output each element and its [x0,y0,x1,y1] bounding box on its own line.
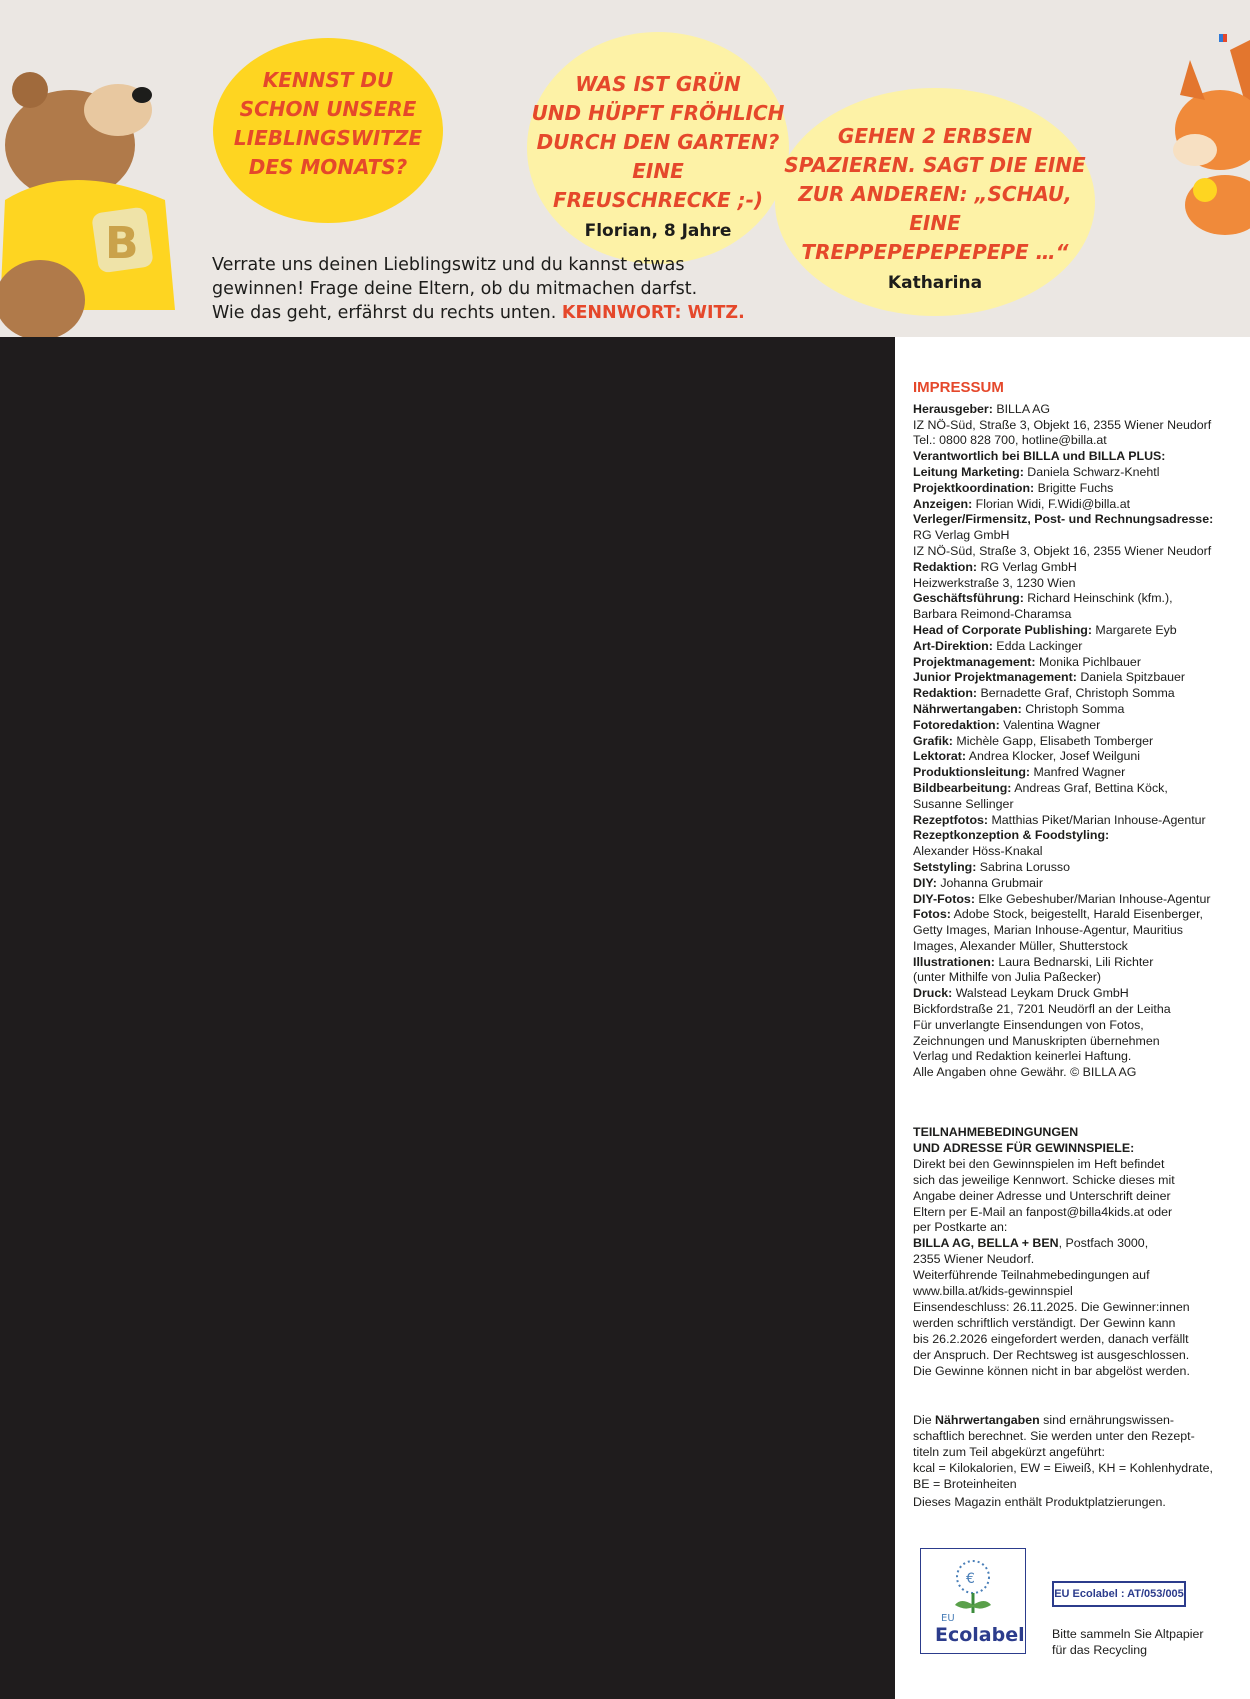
impressum-line: Barbara Reimond-Charamsa [913,607,1072,622]
impressum-line: Projektmanagement: Monika Pichlbauer [913,654,1141,669]
impressum-line: Geschäftsführung: Richard Heinschink (kfm.), [913,591,1173,606]
impressum-line: Susanne Sellinger [913,796,1014,811]
speech-bubble-intro: KENNST DU SCHON UNSERE LIEBLINGSWITZE DES MONATS? [213,38,443,223]
impressum-line: Grafik: Michèle Gapp, Elisabeth Tomberger [913,733,1154,748]
terms-line: 2355 Wiener Neudorf. [913,1252,1035,1267]
impressum-line: RG Verlag GmbH [913,528,1010,543]
terms-heading: UND ADRESSE FÜR GEWINNSPIELE: [913,1140,1135,1155]
impressum-line: DIY: Johanna Grubmair [913,875,1043,890]
impressum-line: DIY-Fotos: Elke Gebeshuber/Marian Inhouse-Agentur [913,891,1211,906]
impressum-line: Bickfordstraße 21, 7201 Neudörfl an der Leitha [913,1002,1171,1017]
impressum-line: Leitung Marketing: Daniela Schwarz-Knehtl [913,464,1160,479]
ecolabel-flower-icon [921,1549,1025,1653]
impressum-line: Verantwortlich bei BILLA und BILLA PLUS: [913,449,1166,464]
eu-ecolabel-logo [920,1548,1026,1654]
impressum-lines [913,402,1233,1081]
impressum-line: Fotos: Adobe Stock, beigestellt, Harald Eisenberger, [913,907,1203,922]
impressum-line: Illustrationen: Laura Bednarski, Lili Richter [913,954,1154,969]
impressum-line: Setstyling: Sabrina Lorusso [913,859,1071,874]
invitation-text: Verrate uns deinen Lieblingswitz und du kannst etwas gewinnen! Frage deine Eltern, ob du mitmachen darfst. Wie das geht, erfährst du rechts unten. KENNWORT: WITZ. [212,255,745,323]
terms-line: werden schriftlich verständigt. Der Gewinn kann [913,1315,1176,1330]
impressum-line: Rezeptfotos: Matthias Piket/Marian Inhouse-Agentur [913,812,1206,827]
impressum-line: Tel.: 0800 828 700, hotline@billa.at [913,433,1107,448]
impressum-line: IZ NÖ-Süd, Straße 3, Objekt 16, 2355 Wiener Neudorf [913,543,1212,558]
impressum-line: Getty Images, Marian Inhouse-Agentur, Mauritius [913,923,1183,938]
squirrel-illustration [1150,40,1250,240]
terms-line: Die Gewinne können nicht in bar abgelöst werden. [913,1363,1190,1378]
impressum-line: Für unverlangte Einsendungen von Fotos, [913,1017,1144,1032]
impressum-line: Verlag und Redaktion keinerlei Haftung. [913,1049,1132,1064]
impressum-line: Projektkoordination: Brigitte Fuchs [913,480,1114,495]
joke-banner [0,0,1250,337]
bear-illustration [0,50,190,337]
impressum-line: Produktionsleitung: Manfred Wagner [913,765,1126,780]
terms-line: der Anspruch. Der Rechtsweg ist ausgeschlossen. [913,1347,1190,1362]
impressum-line: Art-Direktion: Edda Lackinger [913,638,1083,653]
impressum-line: Nährwertangaben: Christoph Somma [913,701,1125,716]
terms-link[interactable]: www.billa.at/kids-gewinnspiel [913,1284,1073,1299]
recycling-note: Bitte sammeln Sie Altpapier für das Recycling [1052,1627,1204,1657]
keyword: KENNWORT: WITZ. [561,303,745,323]
svg-text:Ecolabel: Ecolabel [935,1624,1025,1646]
impressum-line: Alle Angaben ohne Gewähr. © BILLA AG [913,1065,1137,1080]
participation-terms [913,1125,1233,1380]
terms-line: Angabe deiner Adresse und Unterschrift deiner [913,1188,1171,1203]
terms-heading: TEILNAHMEBEDINGUNGEN [913,1125,1079,1139]
svg-text:€: € [966,1571,975,1587]
color-marker [1219,34,1227,42]
impressum-line: Anzeigen: Florian Widi, F.Widi@billa.at [913,496,1131,511]
speech-bubble-joke-florian: WAS IST GRÜN UND HÜPFT FRÖHLICH DURCH DEN GARTEN? EINE FREUSCHRECKE ;-) Florian, 8 Jahre [527,32,789,264]
impressum-line: Fotoredaktion: Valentina Wagner [913,717,1101,732]
impressum-line: Herausgeber: BILLA AG [913,401,1051,416]
impressum-line: Zeichnungen und Manuskripten übernehmen [913,1033,1160,1048]
terms-line: Eltern per E-Mail an fanpost@billa4kids.at oder [913,1204,1173,1219]
impressum [913,380,1233,1081]
terms-line: Einsendeschluss: 26.11.2025. Die Gewinner:innen [913,1299,1190,1314]
impressum-line: Lektorat: Andrea Klocker, Josef Weilguni [913,749,1141,764]
terms-line: Direkt bei den Gewinnspielen im Heft befindet [913,1156,1165,1171]
impressum-line: Junior Projektmanagement: Daniela Spitzbauer [913,670,1186,685]
impressum-line: Images, Alexander Müller, Shutterstock [913,938,1128,953]
impressum-line: Heizwerkstraße 3, 1230 Wien [913,575,1076,590]
impressum-line: Verleger/Firmensitz, Post- und Rechnungsadresse: [913,512,1214,527]
impressum-heading: IMPRESSUM [913,379,1004,396]
joke-author: Katharina [887,273,983,293]
impressum-line: Head of Corporate Publishing: Margarete Eyb [913,622,1177,637]
terms-line: bis 26.2.2026 eingefordert werden, danach verfällt [913,1331,1189,1346]
svg-text:EU: EU [941,1613,955,1624]
nutrition-note: Die Nährwertangaben sind ernährungswissen- schaftlich berechnet. Sie werden unter den Rezept- titeln zum Teil abgekürzt angeführt: kcal = Kilokalorien, EW = Eiweiß, KH = Kohlenhydrate, BE = Broteinheiten Dieses Magazin enthält Produktplatzierungen. [913,1413,1213,1509]
terms-line: per Postkarte an: [913,1220,1008,1235]
image-placeholder-area [0,337,895,1699]
svg-text:B: B [105,218,139,269]
impressum-line: Bildbearbeitung: Andreas Graf, Bettina Köck, [913,780,1168,795]
impressum-line: Rezeptkonzeption & Foodstyling: [913,828,1110,843]
impressum-line: Redaktion: Bernadette Graf, Christoph Somma [913,686,1175,701]
postal-address: BILLA AG, BELLA + BEN, Postfach 3000, [913,1236,1149,1251]
ecolabel-license: EU Ecolabel : AT/053/005 [1052,1581,1186,1607]
impressum-line: (unter Mithilfe von Julia Paßecker) [913,970,1101,985]
speech-bubble-joke-katharina: GEHEN 2 ERBSEN SPAZIEREN. SAGT DIE EINE ZUR ANDEREN: „SCHAU, EINE TREPPEPEPEPEPEPE …“ Katharina [775,88,1095,316]
impressum-line: Druck: Walstead Leykam Druck GmbH [913,986,1129,1001]
impressum-line: Alexander Höss-Knakal [913,844,1043,859]
terms-line: Weiterführende Teilnahmebedingungen auf [913,1268,1150,1283]
impressum-line: IZ NÖ-Süd, Straße 3, Objekt 16, 2355 Wiener Neudorf [913,417,1212,432]
terms-line: sich das jeweilige Kennwort. Schicke dieses mit [913,1172,1175,1187]
impressum-line: Redaktion: RG Verlag GmbH [913,559,1077,574]
joke-author: Florian, 8 Jahre [584,221,732,241]
